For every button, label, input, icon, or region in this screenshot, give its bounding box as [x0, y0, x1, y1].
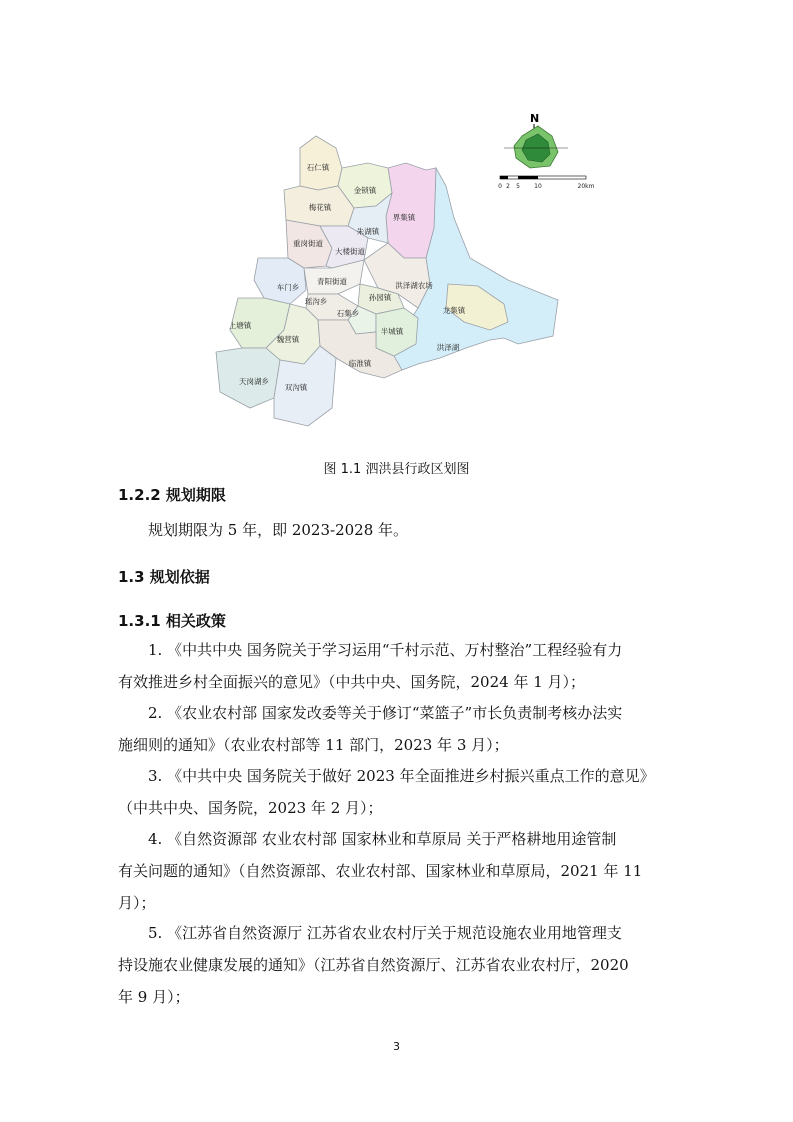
item-number: 3. — [148, 767, 163, 785]
heading-1-3-1: 1.3.1 相关政策 — [118, 612, 226, 630]
item-number: 5. — [148, 924, 163, 942]
map-label: 临淮镇 — [348, 359, 372, 368]
item-line: 《自然资源部 农业农村部 国家林业和草原局 关于严格耕地用途管制 — [167, 830, 617, 848]
map-label: 青阳街道 — [317, 277, 347, 286]
north-arrow-icon — [504, 112, 568, 168]
item-line: 《农业农村部 国家发改委等关于修订“菜篮子”市长负责制考核办法实 — [167, 704, 623, 722]
map-label: 龙集镇 — [442, 306, 466, 315]
list-item — [118, 760, 678, 824]
item-line: 《中共中央 国务院关于做好 2023 年全面推进乡村振兴重点工作的意见》 — [167, 767, 655, 785]
heading-1-2-2: 1.2.2 规划期限 — [118, 486, 226, 504]
list-item — [118, 634, 678, 698]
item-line: 《中共中央 国务院关于学习运用“千村示范、万村整治”工程经验有力 — [167, 641, 623, 659]
item-line: 有效推进乡村全面振兴的意见》（中共中央、国务院，2024 年 1 月）； — [118, 673, 586, 691]
map-label: 孙园镇 — [368, 293, 392, 302]
item-line: 持设施农业健康发展的通知》（江苏省自然资源厅、江苏省农业农村厅，2020 — [118, 956, 629, 974]
item-line: 有关问题的通知》（自然资源部、农业农村部、国家林业和草原局，2021 年 11 — [118, 862, 643, 880]
scale-label: 20km — [577, 183, 595, 190]
map-label: 界集镇 — [392, 213, 416, 222]
map-label: 石集乡 — [336, 309, 360, 318]
scale-label: 2 — [506, 183, 510, 190]
map-label: 上塘镇 — [228, 321, 252, 330]
item-line: 年 9 月）； — [118, 988, 190, 1006]
paragraph-term — [118, 514, 678, 546]
scale-label: 5 — [516, 183, 520, 190]
map-label: 石仁镇 — [306, 163, 330, 172]
map-label: 魏营镇 — [276, 335, 300, 344]
item-number: 1. — [148, 641, 163, 659]
list-item — [118, 697, 678, 761]
north-label: N — [530, 112, 540, 125]
item-number: 4. — [148, 830, 163, 848]
county-map — [208, 108, 600, 450]
scale-label: 10 — [534, 183, 542, 190]
heading-1-3: 1.3 规划依据 — [118, 568, 210, 586]
list-item — [118, 917, 678, 1013]
term-text: 规划期限为 5 年，即 2023-2028 年。 — [148, 521, 409, 539]
item-line: 施细则的通知》（农业农村部等 11 部门，2023 年 3 月）； — [118, 736, 509, 754]
map-label: 洪泽湖农场 — [395, 281, 433, 290]
map-label: 瑶沟乡 — [304, 297, 328, 306]
map-label: 天岗湖乡 — [239, 377, 269, 386]
map-label: 朱湖镇 — [356, 227, 380, 236]
map-label: 金锁镇 — [353, 186, 377, 195]
item-line: （中共中央、国务院，2023 年 2 月）； — [118, 799, 383, 817]
scale-bar — [498, 176, 595, 190]
map-label: 半城镇 — [380, 327, 404, 336]
figure-caption: 图 1.1 泗洪县行政区划图 — [323, 462, 470, 477]
county-map-figure — [208, 108, 600, 450]
list-item — [118, 823, 678, 919]
item-line: 《江苏省自然资源厅 江苏省农业农村厅关于规范设施农业用地管理支 — [167, 924, 622, 942]
item-number: 2. — [148, 704, 163, 722]
map-label: 洪泽湖 — [436, 343, 460, 352]
page-number: 3 — [393, 1040, 400, 1053]
scale-label: 0 — [498, 183, 502, 190]
map-label: 双沟镇 — [284, 383, 308, 392]
map-label: 梅花镇 — [308, 203, 332, 212]
map-label: 大楼街道 — [335, 247, 365, 256]
item-line: 月）； — [118, 894, 156, 912]
map-label: 重岗街道 — [293, 239, 323, 248]
region-jieji — [386, 163, 436, 258]
map-label: 车门乡 — [276, 283, 300, 292]
region-chemen — [254, 258, 306, 304]
